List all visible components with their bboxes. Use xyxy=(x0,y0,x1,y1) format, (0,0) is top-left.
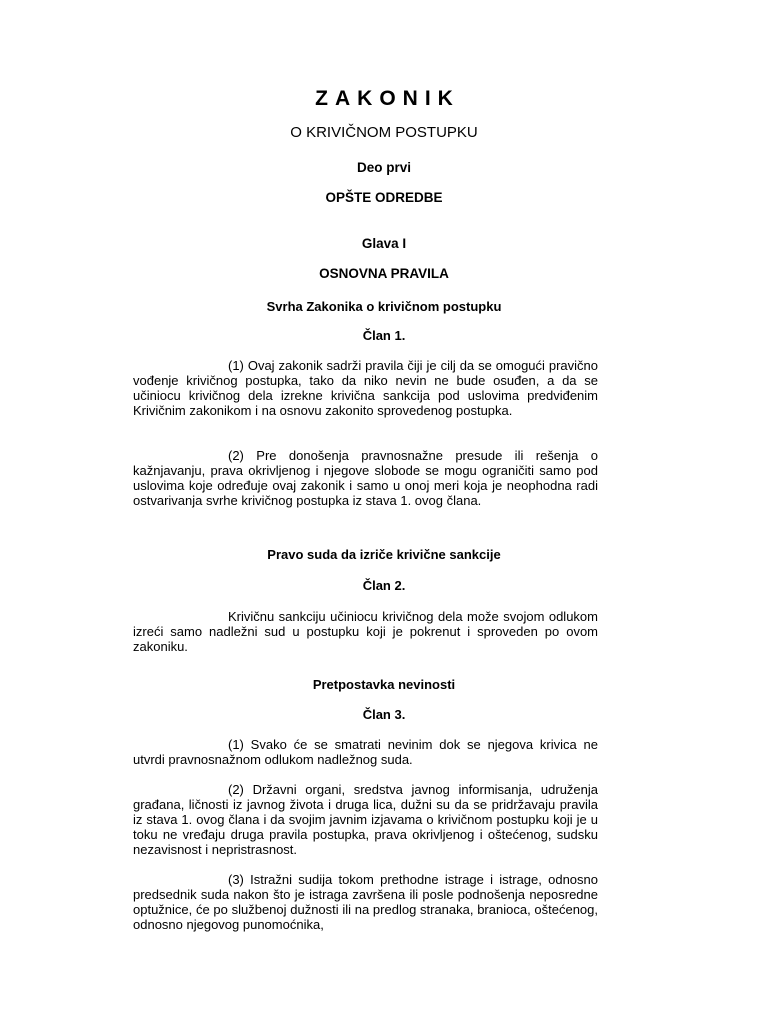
chapter-title: OSNOVNA PRAVILA xyxy=(319,266,449,281)
article-paragraph: (2) Pre donošenja pravnosnažne presude ili rešenja o kažnjavanju, prava okrivljenog i njegove slobode se mogu ograničiti samo pod uslovima koje određuje ovaj zakonik i samo u onoj meri koja je neophodna radi ostvarivanja svrhe krivičnog postupka iz stava 1. ovog člana. xyxy=(133,448,598,508)
article-paragraph: (1) Svako će se smatrati nevinim dok se njegova krivica ne utvrdi pravnosnažnom odlukom nadležnog suda. xyxy=(133,737,598,767)
article-paragraph: (3) Istražni sudija tokom prethodne istrage i istrage, odnosno predsednik suda nakon što je istraga završena ili posle podnošenja neposredne optužnice, će po službenoj dužnosti ili na predlog stranaka, branioca, oštećenog, odnosno njegovog punomoćnika, xyxy=(133,872,598,932)
part-title: OPŠTE ODREDBE xyxy=(325,190,443,205)
article-paragraph: (2) Državni organi, sredstva javnog informisanja, udruženja građana, ličnosti iz javnog života i druga lica, dužni su da se pridržavaju pravila iz stava 1. ovog člana i da svojim javnim izjavama o krivičnom postupku koji je u toku ne vređaju druga pravila postupka, prava okrivljenog i oštećenog, sudsku nezavisnost i nepristrasnost. xyxy=(133,782,598,857)
document-title: ZAKONIK xyxy=(315,87,460,110)
article-number: Član 2. xyxy=(362,578,406,593)
section-heading: Svrha Zakonika o krivičnom postupku xyxy=(266,299,502,314)
article-paragraph: (1) Ovaj zakonik sadrži pravila čiji je cilj da se omogući pravično vođenje krivičnog postupka, tako da niko nevin ne bude osuđen, a da se učiniocu krivičnog dela izrekne krivična sankcija pod uslovima predviđenim Krivičnim zakonikom i na osnovu zakonito sprovedenog postupka. xyxy=(133,358,598,418)
part-label: Deo prvi xyxy=(356,160,411,175)
article-paragraph: Krivičnu sankciju učiniocu krivičnog dela može svojom odlukom izreći samo nadležni sud u postupku koji je pokrenut i sproveden po ovom zakoniku. xyxy=(133,609,598,654)
section-heading: Pravo suda da izriče krivične sankcije xyxy=(267,547,501,562)
article-number: Član 1. xyxy=(362,328,406,343)
article-number: Član 3. xyxy=(362,707,406,722)
section-heading: Pretpostavka nevinosti xyxy=(312,677,456,692)
chapter-label: Glava I xyxy=(361,236,407,251)
document-subtitle: O KRIVIČNOM POSTUPKU xyxy=(290,124,478,141)
